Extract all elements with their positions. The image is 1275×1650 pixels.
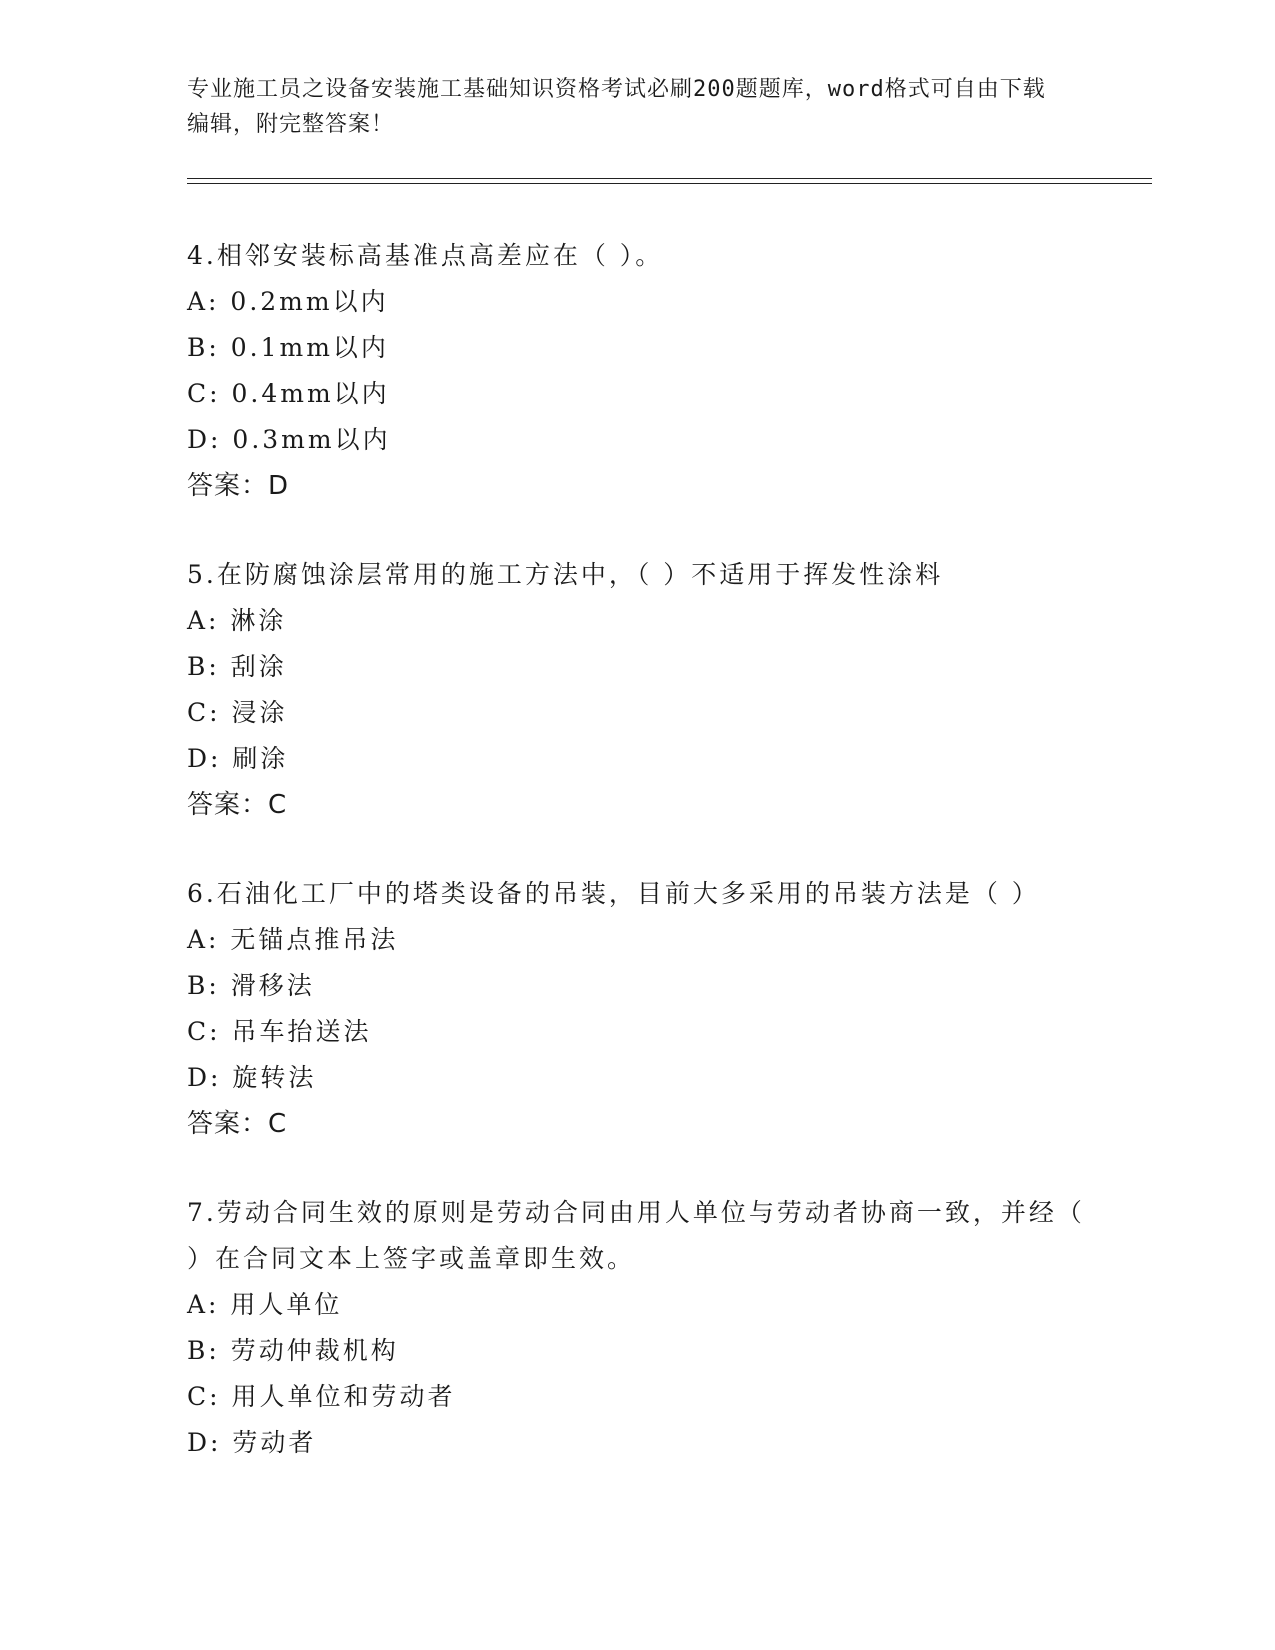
- question-stem: 7.劳动合同生效的原则是劳动合同由用人单位与劳动者协商一致，并经（ ）在合同文本上签字或盖章即生效。: [187, 1198, 1085, 1273]
- option-a: A: 用人单位: [187, 1290, 343, 1319]
- option-b: B: 滑移法: [187, 971, 315, 1000]
- answer: 答案：C: [187, 790, 288, 820]
- option-d: D: 刷涂: [187, 744, 289, 773]
- question-6: [187, 871, 1087, 1147]
- option-d: D: 劳动者: [187, 1428, 317, 1457]
- option-a: A: 无锚点推吊法: [187, 925, 399, 954]
- option-b: B: 刮涂: [187, 652, 287, 681]
- option-d: D: 旋转法: [187, 1063, 317, 1092]
- question-5: [187, 552, 1087, 828]
- option-c: C: 浸涂: [187, 698, 288, 727]
- question-stem: 6.石油化工厂中的塔类设备的吊装，目前大多采用的吊装方法是（ ）: [187, 879, 1040, 908]
- header-divider-bottom: [187, 183, 1152, 184]
- document-header: 专业施工员之设备安装施工基础知识资格考试必刷200题题库，word格式可自由下载编辑，附完整答案！: [187, 77, 1046, 137]
- option-c: C: 用人单位和劳动者: [187, 1382, 456, 1411]
- option-b: B: 0.1mm以内: [187, 333, 389, 362]
- answer: 答案：C: [187, 1109, 288, 1139]
- question-7: [187, 1190, 1087, 1466]
- option-b: B: 劳动仲裁机构: [187, 1336, 399, 1365]
- answer: 答案：D: [187, 471, 290, 501]
- option-c: C: 0.4mm以内: [187, 379, 390, 408]
- option-c: C: 吊车抬送法: [187, 1017, 372, 1046]
- header-divider-top: [187, 178, 1152, 179]
- question-stem: 4.相邻安装标高基准点高差应在（ ）。: [187, 241, 664, 270]
- option-a: A: 淋涂: [187, 606, 287, 635]
- question-4: [187, 233, 1087, 509]
- option-d: D: 0.3mm以内: [187, 425, 391, 454]
- question-stem: 5.在防腐蚀涂层常用的施工方法中，（ ）不适用于挥发性涂料: [187, 560, 944, 589]
- option-a: A: 0.2mm以内: [187, 287, 389, 316]
